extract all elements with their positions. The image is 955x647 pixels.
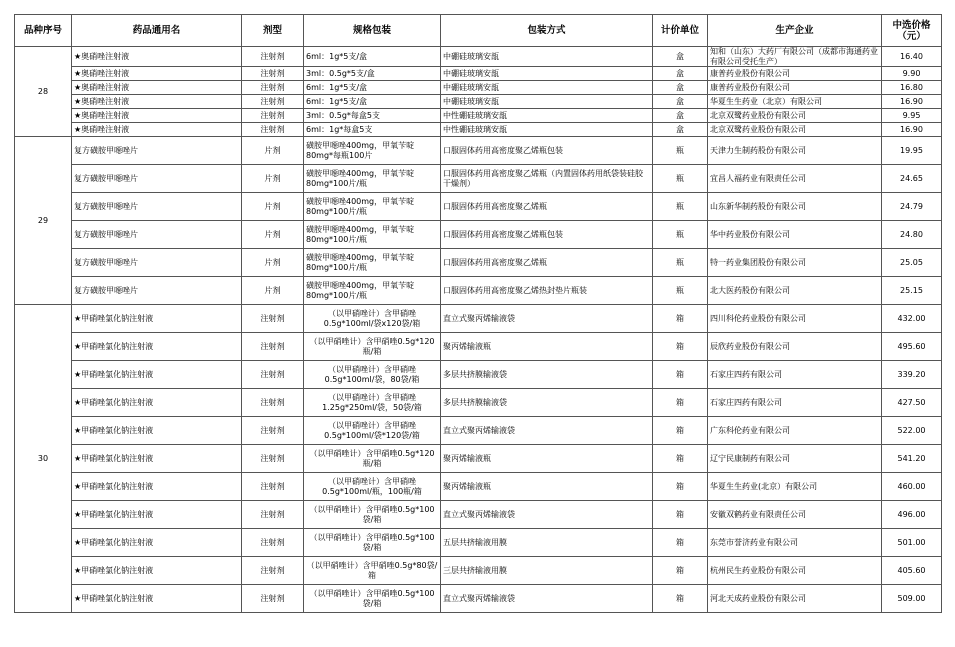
- spec-cell: 磺胺甲噁唑400mg，甲氧苄啶80mg*100片/瓶: [304, 277, 441, 305]
- manufacturer-cell: 石家庄四药有限公司: [708, 361, 882, 389]
- drug-name-cell: 复方磺胺甲噁唑片: [72, 249, 242, 277]
- unit-cell: 瓶: [653, 221, 708, 249]
- manufacturer-cell: 河北天成药业股份有限公司: [708, 585, 882, 613]
- dosage-form-cell: 注射剂: [242, 473, 304, 501]
- unit-cell: 盒: [653, 109, 708, 123]
- table-row: [15, 67, 942, 81]
- table-row: [15, 501, 942, 529]
- unit-cell: 瓶: [653, 137, 708, 165]
- manufacturer-cell: 天津力生制药股份有限公司: [708, 137, 882, 165]
- price-cell: 496.00: [882, 501, 942, 529]
- unit-cell: 箱: [653, 417, 708, 445]
- variety-seq-cell: 29: [15, 137, 72, 305]
- unit-cell: 盒: [653, 67, 708, 81]
- drug-name-cell: ★甲硝唑氯化钠注射液: [72, 557, 242, 585]
- table-row: [15, 389, 942, 417]
- spec-cell: 6ml：1g*5支/盒: [304, 47, 441, 67]
- drug-name-cell: ★奥硝唑注射液: [72, 47, 242, 67]
- unit-cell: 箱: [653, 529, 708, 557]
- dosage-form-cell: 注射剂: [242, 445, 304, 473]
- table-row: [15, 277, 942, 305]
- packaging-cell: 中硼硅玻璃安瓿: [441, 67, 653, 81]
- spec-cell: （以甲硝唑计）含甲硝唑0.5g*100袋/箱: [304, 529, 441, 557]
- price-cell: 501.00: [882, 529, 942, 557]
- price-cell: 24.79: [882, 193, 942, 221]
- manufacturer-cell: 知和（山东）大药厂有限公司（成都市海通药业有限公司受托生产）: [708, 47, 882, 67]
- header-seq: 品种序号: [15, 15, 72, 47]
- packaging-cell: 中性硼硅玻璃安瓿: [441, 123, 653, 137]
- spec-cell: 磺胺甲噁唑400mg，甲氧苄啶80mg*100片/瓶: [304, 221, 441, 249]
- packaging-cell: 口服固体药用高密度聚乙烯瓶: [441, 249, 653, 277]
- packaging-cell: 聚丙烯输液瓶: [441, 333, 653, 361]
- unit-cell: 瓶: [653, 165, 708, 193]
- spec-cell: 6ml：1g*5支/盒: [304, 95, 441, 109]
- packaging-cell: 中硼硅玻璃安瓿: [441, 95, 653, 109]
- manufacturer-cell: 广东科伦药业有限公司: [708, 417, 882, 445]
- procurement-table: [14, 14, 942, 613]
- spec-cell: （以甲硝唑计）含甲硝唑0.5g*120瓶/箱: [304, 333, 441, 361]
- spec-cell: 6ml：1g*每盒5支: [304, 123, 441, 137]
- table-row: [15, 165, 942, 193]
- header-name: 药品通用名: [72, 15, 242, 47]
- dosage-form-cell: 注射剂: [242, 95, 304, 109]
- drug-name-cell: ★甲硝唑氯化钠注射液: [72, 529, 242, 557]
- table-row: [15, 193, 942, 221]
- dosage-form-cell: 注射剂: [242, 123, 304, 137]
- unit-cell: 盒: [653, 81, 708, 95]
- drug-name-cell: ★甲硝唑氯化钠注射液: [72, 305, 242, 333]
- unit-cell: 箱: [653, 557, 708, 585]
- dosage-form-cell: 注射剂: [242, 501, 304, 529]
- drug-name-cell: ★甲硝唑氯化钠注射液: [72, 417, 242, 445]
- header-price: 中选价格（元）: [882, 15, 942, 47]
- spec-cell: （以甲硝唑计）含甲硝唑0.5g*100ml/袋x120袋/箱: [304, 305, 441, 333]
- unit-cell: 箱: [653, 389, 708, 417]
- price-cell: 24.65: [882, 165, 942, 193]
- packaging-cell: 多层共挤膜输液袋: [441, 361, 653, 389]
- price-cell: 405.60: [882, 557, 942, 585]
- packaging-cell: 直立式聚丙烯输液袋: [441, 305, 653, 333]
- dosage-form-cell: 注射剂: [242, 67, 304, 81]
- table-row: [15, 557, 942, 585]
- price-cell: 495.60: [882, 333, 942, 361]
- header-pack: 包装方式: [441, 15, 653, 47]
- header-maker: 生产企业: [708, 15, 882, 47]
- price-cell: 9.95: [882, 109, 942, 123]
- table-row: [15, 529, 942, 557]
- packaging-cell: 多层共挤膜输液袋: [441, 389, 653, 417]
- spec-cell: （以甲硝唑计）含甲硝唑1.25g*250ml/袋，50袋/箱: [304, 389, 441, 417]
- manufacturer-cell: 宜昌人福药业有限责任公司: [708, 165, 882, 193]
- table-row: [15, 445, 942, 473]
- dosage-form-cell: 注射剂: [242, 305, 304, 333]
- manufacturer-cell: 辽宁民康制药有限公司: [708, 445, 882, 473]
- packaging-cell: 直立式聚丙烯输液袋: [441, 417, 653, 445]
- packaging-cell: 中性硼硅玻璃安瓿: [441, 109, 653, 123]
- manufacturer-cell: 东莞市誉济药业有限公司: [708, 529, 882, 557]
- dosage-form-cell: 注射剂: [242, 585, 304, 613]
- price-cell: 24.80: [882, 221, 942, 249]
- price-cell: 9.90: [882, 67, 942, 81]
- dosage-form-cell: 注射剂: [242, 47, 304, 67]
- packaging-cell: 聚丙烯输液瓶: [441, 473, 653, 501]
- spec-cell: （以甲硝唑计）含甲硝唑0.5g*100袋/箱: [304, 585, 441, 613]
- table-row: [15, 361, 942, 389]
- price-cell: 25.05: [882, 249, 942, 277]
- unit-cell: 箱: [653, 501, 708, 529]
- table-row: [15, 81, 942, 95]
- dosage-form-cell: 片剂: [242, 137, 304, 165]
- manufacturer-cell: 北京双鹭药业股份有限公司: [708, 123, 882, 137]
- dosage-form-cell: 注射剂: [242, 417, 304, 445]
- price-cell: 16.90: [882, 95, 942, 109]
- manufacturer-cell: 特一药业集团股份有限公司: [708, 249, 882, 277]
- manufacturer-cell: 华夏生生药业(北京）有限公司: [708, 473, 882, 501]
- unit-cell: 瓶: [653, 277, 708, 305]
- packaging-cell: 口服固体药用高密度聚乙烯瓶包装: [441, 221, 653, 249]
- packaging-cell: 口服固体药用高密度聚乙烯热封垫片瓶装: [441, 277, 653, 305]
- drug-name-cell: ★甲硝唑氯化钠注射液: [72, 361, 242, 389]
- packaging-cell: 三层共挤输液用膜: [441, 557, 653, 585]
- price-cell: 509.00: [882, 585, 942, 613]
- drug-name-cell: ★甲硝唑氯化钠注射液: [72, 473, 242, 501]
- unit-cell: 盒: [653, 95, 708, 109]
- spec-cell: （以甲硝唑计）含甲硝唑0.5g*100ml/袋，80袋/箱: [304, 361, 441, 389]
- dosage-form-cell: 片剂: [242, 221, 304, 249]
- unit-cell: 瓶: [653, 193, 708, 221]
- spec-cell: 磺胺甲噁唑400mg，甲氧苄啶80mg*100片/瓶: [304, 165, 441, 193]
- dosage-form-cell: 注射剂: [242, 361, 304, 389]
- dosage-form-cell: 注射剂: [242, 109, 304, 123]
- dosage-form-cell: 注射剂: [242, 333, 304, 361]
- dosage-form-cell: 片剂: [242, 193, 304, 221]
- packaging-cell: 口服固体药用高密度聚乙烯瓶: [441, 193, 653, 221]
- packaging-cell: 中硼硅玻璃安瓿: [441, 81, 653, 95]
- dosage-form-cell: 片剂: [242, 249, 304, 277]
- header-unit: 计价单位: [653, 15, 708, 47]
- manufacturer-cell: 康普药业股份有限公司: [708, 81, 882, 95]
- spec-cell: 6ml：1g*5支/盒: [304, 81, 441, 95]
- price-cell: 427.50: [882, 389, 942, 417]
- unit-cell: 盒: [653, 123, 708, 137]
- table-row: [15, 305, 942, 333]
- unit-cell: 盒: [653, 47, 708, 67]
- drug-name-cell: 复方磺胺甲噁唑片: [72, 277, 242, 305]
- spec-cell: （以甲硝唑计）含甲硝唑0.5g*100ml/瓶，100瓶/箱: [304, 473, 441, 501]
- unit-cell: 箱: [653, 333, 708, 361]
- unit-cell: 箱: [653, 585, 708, 613]
- packaging-cell: 口服固体药用高密度聚乙烯瓶包装: [441, 137, 653, 165]
- packaging-cell: 中硼硅玻璃安瓿: [441, 47, 653, 67]
- table-row: [15, 585, 942, 613]
- table-row: [15, 417, 942, 445]
- header-spec: 规格包装: [304, 15, 441, 47]
- unit-cell: 箱: [653, 305, 708, 333]
- table-row: [15, 249, 942, 277]
- drug-name-cell: ★甲硝唑氯化钠注射液: [72, 389, 242, 417]
- spec-cell: （以甲硝唑计）含甲硝唑0.5g*100ml/袋*120袋/箱: [304, 417, 441, 445]
- table-row: [15, 333, 942, 361]
- dosage-form-cell: 片剂: [242, 165, 304, 193]
- price-cell: 339.20: [882, 361, 942, 389]
- variety-seq-cell: 30: [15, 305, 72, 613]
- dosage-form-cell: 注射剂: [242, 529, 304, 557]
- header-row: [15, 15, 942, 47]
- drug-name-cell: ★奥硝唑注射液: [72, 81, 242, 95]
- price-cell: 432.00: [882, 305, 942, 333]
- spec-cell: 3ml：0.5g*5支/盒: [304, 67, 441, 81]
- manufacturer-cell: 辰欣药业股份有限公司: [708, 333, 882, 361]
- price-cell: 522.00: [882, 417, 942, 445]
- manufacturer-cell: 华中药业股份有限公司: [708, 221, 882, 249]
- packaging-cell: 直立式聚丙烯输液袋: [441, 585, 653, 613]
- dosage-form-cell: 片剂: [242, 277, 304, 305]
- manufacturer-cell: 山东新华制药股份有限公司: [708, 193, 882, 221]
- drug-name-cell: 复方磺胺甲噁唑片: [72, 165, 242, 193]
- dosage-form-cell: 注射剂: [242, 557, 304, 585]
- spec-cell: 磺胺甲噁唑400mg，甲氧苄啶80mg*100片/瓶: [304, 249, 441, 277]
- price-cell: 25.15: [882, 277, 942, 305]
- price-cell: 541.20: [882, 445, 942, 473]
- price-cell: 16.80: [882, 81, 942, 95]
- drug-name-cell: ★奥硝唑注射液: [72, 123, 242, 137]
- packaging-cell: 直立式聚丙烯输液袋: [441, 501, 653, 529]
- header-form: 剂型: [242, 15, 304, 47]
- spec-cell: 3ml：0.5g*每盒5支: [304, 109, 441, 123]
- unit-cell: 箱: [653, 361, 708, 389]
- variety-seq-cell: 28: [15, 47, 72, 137]
- drug-name-cell: 复方磺胺甲噁唑片: [72, 221, 242, 249]
- drug-name-cell: ★甲硝唑氯化钠注射液: [72, 585, 242, 613]
- price-cell: 19.95: [882, 137, 942, 165]
- dosage-form-cell: 注射剂: [242, 81, 304, 95]
- spec-cell: （以甲硝唑计）含甲硝唑0.5g*100袋/箱: [304, 501, 441, 529]
- manufacturer-cell: 康普药业股份有限公司: [708, 67, 882, 81]
- table-row: [15, 47, 942, 67]
- drug-name-cell: ★奥硝唑注射液: [72, 109, 242, 123]
- packaging-cell: 口服固体药用高密度聚乙烯瓶（内置固体药用纸袋装硅胶干燥剂）: [441, 165, 653, 193]
- manufacturer-cell: 杭州民生药业股份有限公司: [708, 557, 882, 585]
- drug-name-cell: 复方磺胺甲噁唑片: [72, 137, 242, 165]
- drug-name-cell: 复方磺胺甲噁唑片: [72, 193, 242, 221]
- table-row: [15, 109, 942, 123]
- drug-name-cell: ★奥硝唑注射液: [72, 95, 242, 109]
- manufacturer-cell: 四川科伦药业股份有限公司: [708, 305, 882, 333]
- table-row: [15, 137, 942, 165]
- manufacturer-cell: 北京双鹭药业股份有限公司: [708, 109, 882, 123]
- spec-cell: （以甲硝唑计）含甲硝唑0.5g*120瓶/箱: [304, 445, 441, 473]
- table-row: [15, 95, 942, 109]
- manufacturer-cell: 北大医药股份有限公司: [708, 277, 882, 305]
- table-row: [15, 221, 942, 249]
- manufacturer-cell: 华夏生生药业（北京）有限公司: [708, 95, 882, 109]
- drug-name-cell: ★甲硝唑氯化钠注射液: [72, 501, 242, 529]
- manufacturer-cell: 石家庄四药有限公司: [708, 389, 882, 417]
- unit-cell: 箱: [653, 445, 708, 473]
- table-row: [15, 473, 942, 501]
- packaging-cell: 五层共挤输液用膜: [441, 529, 653, 557]
- manufacturer-cell: 安徽双鹤药业有限责任公司: [708, 501, 882, 529]
- spec-cell: 磺胺甲噁唑400mg，甲氧苄啶80mg*每瓶100片: [304, 137, 441, 165]
- unit-cell: 箱: [653, 473, 708, 501]
- dosage-form-cell: 注射剂: [242, 389, 304, 417]
- unit-cell: 瓶: [653, 249, 708, 277]
- drug-name-cell: ★奥硝唑注射液: [72, 67, 242, 81]
- spec-cell: 磺胺甲噁唑400mg，甲氧苄啶80mg*100片/瓶: [304, 193, 441, 221]
- price-cell: 460.00: [882, 473, 942, 501]
- drug-name-cell: ★甲硝唑氯化钠注射液: [72, 445, 242, 473]
- price-cell: 16.40: [882, 47, 942, 67]
- price-cell: 16.90: [882, 123, 942, 137]
- spec-cell: （以甲硝唑计）含甲硝唑0.5g*80袋/箱: [304, 557, 441, 585]
- drug-name-cell: ★甲硝唑氯化钠注射液: [72, 333, 242, 361]
- packaging-cell: 聚丙烯输液瓶: [441, 445, 653, 473]
- table-row: [15, 123, 942, 137]
